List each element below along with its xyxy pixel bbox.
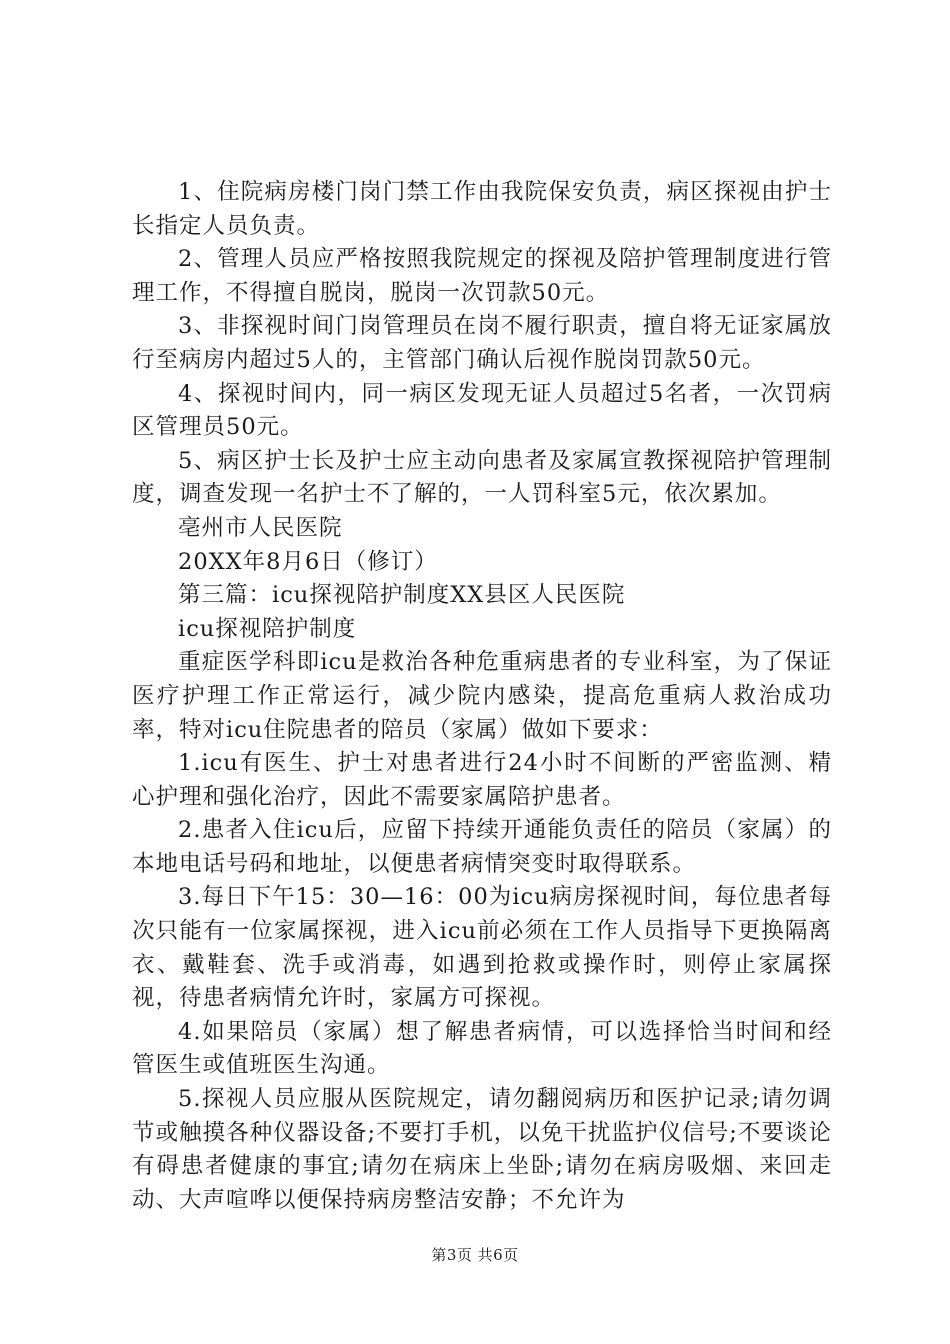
section-title: icu探视陪护制度	[178, 615, 357, 642]
paragraph-rule-3: 3、非探视时间门岗管理员在岗不履行职责，擅自将无证家属放行至病房内超过5人的，主管部门确认后视作脱岗罚款50元。	[132, 313, 832, 373]
page-number-footer: 第3页 共6页	[431, 1246, 519, 1264]
paragraph-rule-4: 4、探视时间内，同一病区发现无证人员超过5名者，一次罚病区管理员50元。	[132, 380, 832, 441]
section-heading: 第三篇：icu探视陪护制度XX县区人民医院	[178, 582, 626, 609]
paragraph-rule-2: 2、管理人员应严格按照我院规定的探视及陪护管理制度进行管理工作，不得擅自脱岗，脱岗一次罚款50元。	[132, 246, 832, 306]
paragraph-icu-4: 4.如果陪员（家属）想了解患者病情，可以选择恰当时间和经管医生或值班医生沟通。	[132, 1018, 832, 1079]
revision-date: 20XX年8月6日（修订）	[178, 548, 438, 575]
paragraph-icu-5: 5.探视人员应服从医院规定，请勿翻阅病历和医护记录;请勿调节或触摸各种仪器设备;不要打手机，以免干扰监护仪信号;不要谈论有碍患者健康的事宜;请勿在病床上坐卧;请勿在病房吸烟、来回走动、大声喧哗以便保持病房整洁安静；不允许为	[132, 1086, 832, 1213]
paragraph-intro: 重症医学科即icu是救治各种危重病患者的专业科室，为了保证医疗护理工作正常运行，减少院内感染，提高危重病人救治成功率，特对icu住院患者的陪员（家属）做如下要求：	[132, 649, 832, 743]
hospital-signature: 亳州市人民医院	[178, 514, 343, 541]
paragraph-icu-3: 3.每日下午15：30—16：00为icu病房探视时间，每位患者每次只能有一位家属探视，进入icu前必须在工作人员指导下更换隔离衣、戴鞋套、洗手或消毒，如遇到抢救或操作时，则停止家属探视，待患者病情允许时，家属方可探视。	[132, 884, 832, 1012]
paragraph-icu-2: 2.患者入住icu后，应留下持续开通能负责任的陪员（家属）的本地电话号码和地址，以便患者病情突变时取得联系。	[132, 817, 832, 877]
paragraph-rule-5: 5、病区护士长及护士应主动向患者及家属宣教探视陪护管理制度，调查发现一名护士不了解的，一人罚科室5元，依次累加。	[132, 447, 832, 508]
paragraph-rule-1: 1、住院病房楼门岗门禁工作由我院保安负责，病区探视由护士长指定人员负责。	[132, 179, 832, 239]
document-body	[132, 176, 832, 1217]
paragraph-icu-1: 1.icu有医生、护士对患者进行24小时不间断的严密监测、精心护理和强化治疗，因此不需要家属陪护患者。	[132, 750, 832, 810]
